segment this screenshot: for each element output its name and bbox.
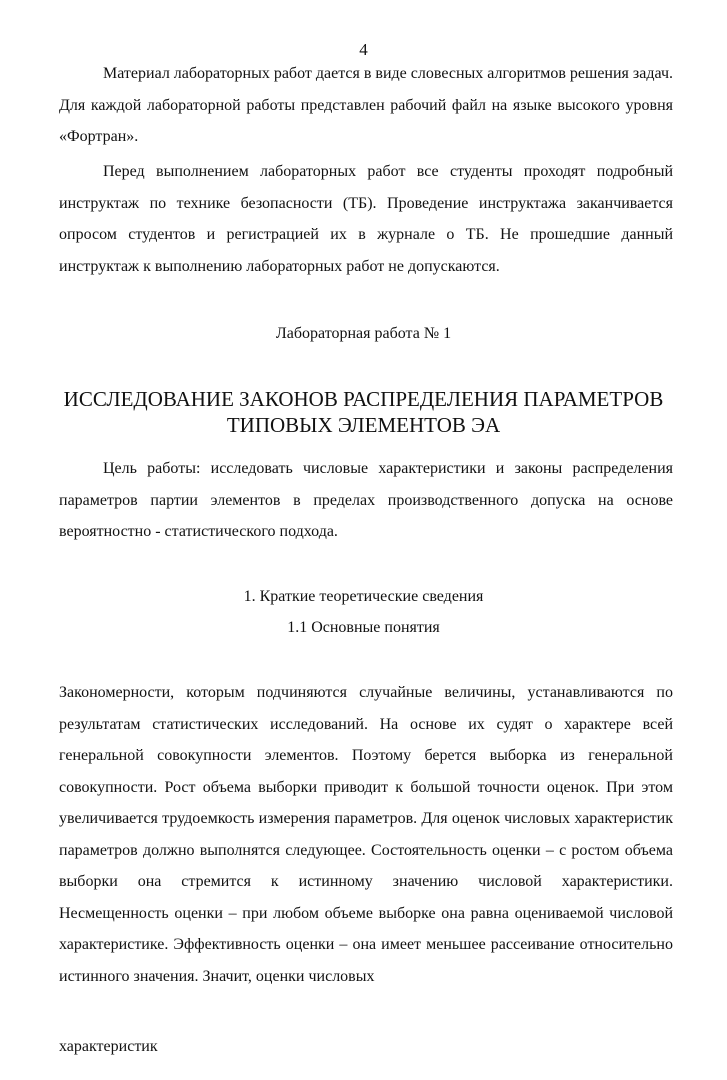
- intro-paragraph-1: Материал лабораторных работ дается в виде словесных алгоритмов решения задач. Для каждой лабораторной работы представлен рабочий файл на языке высокого уровня «Фортран».: [59, 65, 673, 145]
- cutoff-text-line: [59, 1031, 158, 1055]
- subsection-heading: 1.1 Основные понятия: [287, 619, 440, 636]
- lab-goal-paragraph: Цель работы: исследовать числовые характеристики и законы распределения параметров партии элементов в пределах производственного допуска на основе вероятностно - статистического подхода.: [59, 460, 673, 540]
- cutoff-text: характеристик: [59, 1038, 158, 1055]
- lab-title-line-2: ТИПОВЫХ ЭЛЕМЕНТОВ ЭА: [226, 413, 501, 437]
- section-body-paragraph: Закономерности, которым подчиняются случайные величины, устанавливаются по результатам статистических исследований. На основе их судят о характере всей генеральной совокупности элементов. Поэтому берется выборка из генеральной совокупности. Рост объема выборки приводит к большой точности оценок. При этом увеличивается трудоемкость измерения параметров. Для оценок числовых характеристик параметров должно выполнятся следующее. Состоятельность оценки – с ростом объема выборки она стремится к истинному значению числовой характеристики. Несмещенность оценки – при любом объеме выборке она равна оцениваемой числовой характеристике. Эффективность оценки – она имеет меньшее рассеивание относительно истинного значения. Значит, оценки числовых: [59, 684, 673, 985]
- lab-title-line-1: ИССЛЕДОВАНИЕ ЗАКОНОВ РАСПРЕДЕЛЕНИЯ ПАРАМЕТРОВ: [63, 387, 664, 411]
- lab-work-label: Лабораторная работа № 1: [275, 325, 452, 342]
- section-heading: 1. Краткие теоретические сведения: [243, 588, 484, 605]
- intro-paragraph-2: Перед выполнением лабораторных работ все студенты проходят подробный инструктаж по технике безопасности (ТБ). Проведение инструктажа заканчивается опросом студентов и регистрацией их в журнале о ТБ. Не прошедшие данный инструктаж к выполнению лабораторных работ не допускаются.: [59, 163, 673, 275]
- page-number: 4: [359, 40, 368, 59]
